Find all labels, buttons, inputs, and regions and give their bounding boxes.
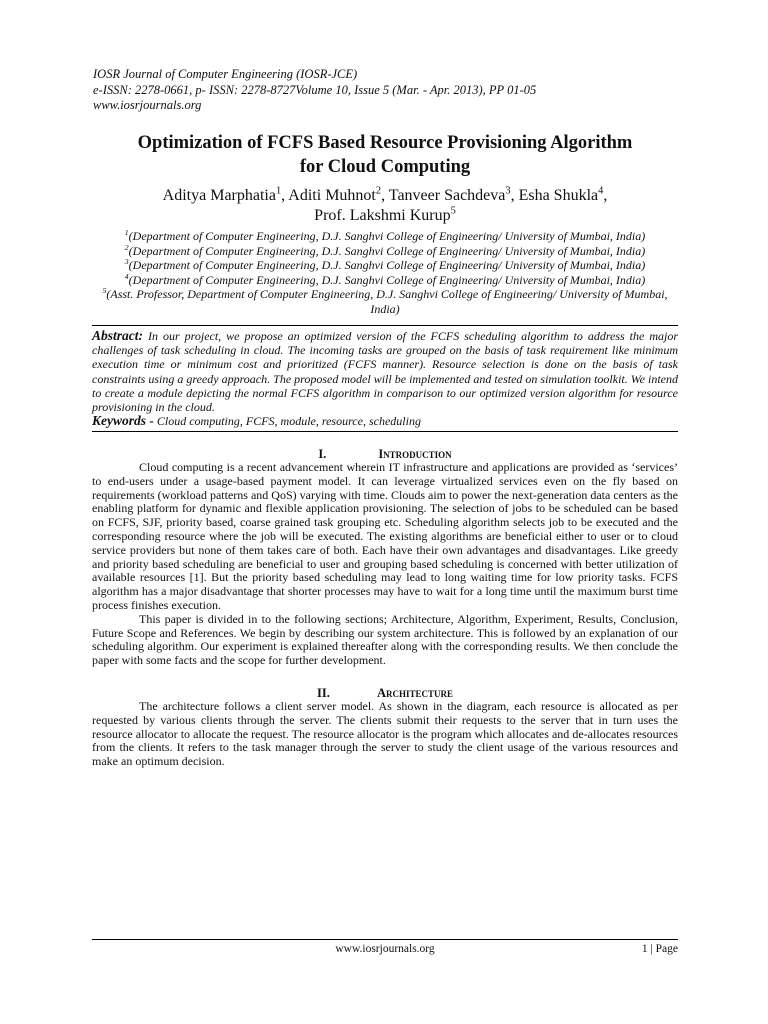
author-list: Aditya Marphatia$^1$, Aditi Muhnot$^2$, Tanveer Sachdeva$^3$, Esha Shukla$^4$, Prof. Lakshmi Kurup$^5$ [162, 185, 608, 224]
author-sup: 5 [450, 205, 456, 217]
author-name: Aditi Muhnot [288, 187, 376, 204]
journal-name: IOSR Journal of Computer Engineering (IOSR-JCE) [93, 67, 358, 81]
paper-title-line-2: for Cloud Computing [299, 157, 471, 177]
keywords [92, 414, 678, 428]
paragraph: This paper is divided in to the following sections; Architecture, Algorithm, Experiment, Results, Conclusion, Future Scope and References. We begin by describing our system architecture. This is followed by an explanation of our scheduling algorithm. Our experiment is explained thereafter along with the corresponding results. We then conclude the paper with some facts and the scope for further development. [92, 611, 678, 668]
paper-title [92, 131, 678, 179]
abstract-label: Abstract: [92, 328, 144, 343]
section-number: II. [316, 686, 330, 700]
paragraph: Cloud computing is a recent advancement wherein IT infrastructure and applications are provided as ‘services’ to end-users under a usage-based payment model. It can leverage virtualized services even on the fly based on requirements (workload patterns and QoS) varying with time. Clouds aim to power the next-generation data centers as the enabling platform for dynamic and flexible application provisioning. The selection of jobs to be scheduled can be based on FCFS, SJF, priority based, coarse grained task grouping etc. Scheduling algorithm selects job to be executed and the corresponding resource where the job will be executed. The existing algorithms are beneficial either to user or to cloud service providers but none of them takes care of both. Each have their own advantages and disadvantages. Like greedy and priority based scheduling are beneficial to user and grouping based scheduling is concerned with better utilization of available resources [1]. But the priority based scheduling may lead to long waiting time for low priority tasks. FCFS algorithm has a major disadvantage that shorter processes may have to wait for a long time until the maximum burst time process finishes execution. [92, 460, 678, 612]
section-name: Introduction [378, 447, 452, 461]
author-name: Esha Shukla [518, 187, 599, 204]
footer-rule [92, 939, 678, 940]
keywords-text: Cloud computing, FCFS, module, resource, scheduling [153, 414, 421, 428]
author-name: Prof. Lakshmi Kurup [314, 207, 451, 224]
paragraph: The architecture follows a client server model. As shown in the diagram, each resource is allocated as per requested by various clients through the server. The clients submit their requests to the server that in turn uses the resource allocator to allocate the request. The resource allocator is the program which allocates and de-allocates resources from the clients. It refers to the task manager through the server to study the client usage of the various resources and make an optimum decision. [92, 699, 678, 769]
affiliation: $^4$(Department of Computer Engineering, D.J. Sanghvi College of Engineering/ University of Mumbai, India) [124, 271, 646, 287]
footer-url[interactable]: www.iosrjournals.org [335, 943, 435, 955]
affiliation-list [92, 229, 678, 316]
affiliation: $^2$(Department of Computer Engineering, D.J. Sanghvi College of Engineering/ University of Mumbai, India) [124, 242, 646, 258]
journal-header [93, 67, 683, 114]
author-sup: 2 [375, 185, 382, 197]
journal-issn: e-ISSN: 2278-0661, p- ISSN: 2278-8727Volume 10, Issue 5 (Mar. - Apr. 2013), PP 01-05 [93, 82, 537, 97]
affiliation: $^5$(Asst. Professor, Department of Computer Engineering, D.J. Sanghvi College of Engineering/ University of Mumbai, India) [102, 286, 668, 316]
journal-website[interactable]: www.iosrjournals.org [93, 98, 202, 112]
paper-title-line-1: Optimization of FCFS Based Resource Provisioning Algorithm [137, 133, 633, 153]
abstract-top-rule [92, 325, 678, 326]
author-sup: 4 [598, 185, 604, 197]
author-sup: 3 [505, 185, 511, 197]
affiliation: $^3$(Department of Computer Engineering, D.J. Sanghvi College of Engineering/ University of Mumbai, India) [124, 257, 646, 272]
author-name: Tanveer Sachdeva [388, 187, 506, 204]
abstract-bottom-rule [92, 431, 678, 432]
footer-page-number: 1 | Page [641, 943, 678, 955]
keywords-label: Keywords - [92, 413, 154, 428]
affiliation: $^1$(Department of Computer Engineering, D.J. Sanghvi College of Engineering/ University of Mumbai, India) [124, 228, 646, 243]
author-sup: 1 [275, 185, 282, 197]
author-name: Aditya Marphatia [162, 187, 276, 204]
abstract [92, 329, 678, 414]
section-body-architecture [92, 700, 678, 769]
section-body-introduction [92, 461, 678, 668]
section-number: I. [318, 447, 327, 461]
section-name: Architecture [376, 686, 454, 700]
abstract-text: In our project, we propose an optimized version of the FCFS scheduling algorithm to address the major challenges of task scheduling in cloud. The incoming tasks are grouped on the basis of task requirement like minimum execution time or minimum cost and prioritized (FCFS manner). Resource selection is done on the basis of task constraints using a greedy approach. The proposed model will be implemented and tested on simulation toolkit. We intend to create a module depicting the normal FCFS algorithm in comparison to our optimized version algorithm for resource provisioning in the cloud. [92, 329, 678, 415]
